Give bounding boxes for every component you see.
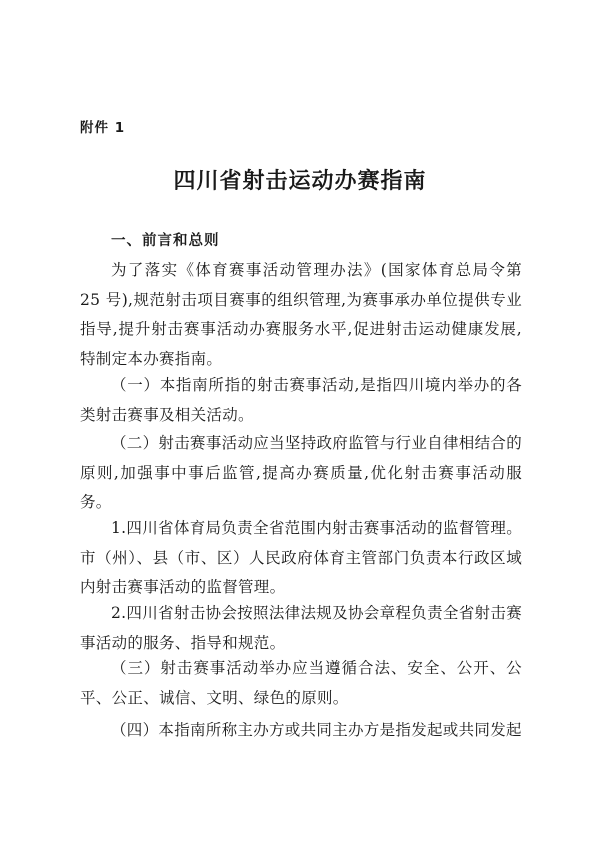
paragraph-preamble: 为了落实《体育赛事活动管理办法》(国家体育总局令第 25 号),规范射击项目赛事的组织管理,为赛事承办单位提供专业指导,提升射击赛事活动办赛服务水平,促进射击运动健康发展,特制定本办赛指南。 [80,261,522,368]
section-heading: 一、前言和总则 [111,233,220,249]
attachment-label: 附件 1 [80,120,126,136]
paragraph-item-2: 2.四川省射击协会按照法律法规及协会章程负责全省射击赛事活动的服务、指导和规范。 [80,604,522,652]
paragraph-item-1: 1.四川省体育局负责全省范围内射击赛事活动的监督管理。市（州）、县（市、区）人民政府体育主管部门负责本行政区域内射击赛事活动的监督管理。 [80,519,522,596]
paragraph-clause-4: （四）本指南所称主办方或共同主办方是指发起或共同发起 [111,721,522,739]
paragraph-clause-3: （三）射击赛事活动举办应当遵循合法、安全、公开、公平、公正、诚信、文明、绿色的原则。 [80,659,522,707]
paragraph-clause-1: （一）本指南所指的射击赛事活动,是指四川境内举办的各类射击赛事及相关活动。 [80,376,522,424]
paragraph-clause-2: （二）射击赛事活动应当坚持政府监管与行业自律相结合的原则,加强事中事后监管,提高办赛质量,优化射击赛事活动服务。 [80,434,522,511]
document-title: 四川省射击运动办赛指南 [173,168,427,194]
